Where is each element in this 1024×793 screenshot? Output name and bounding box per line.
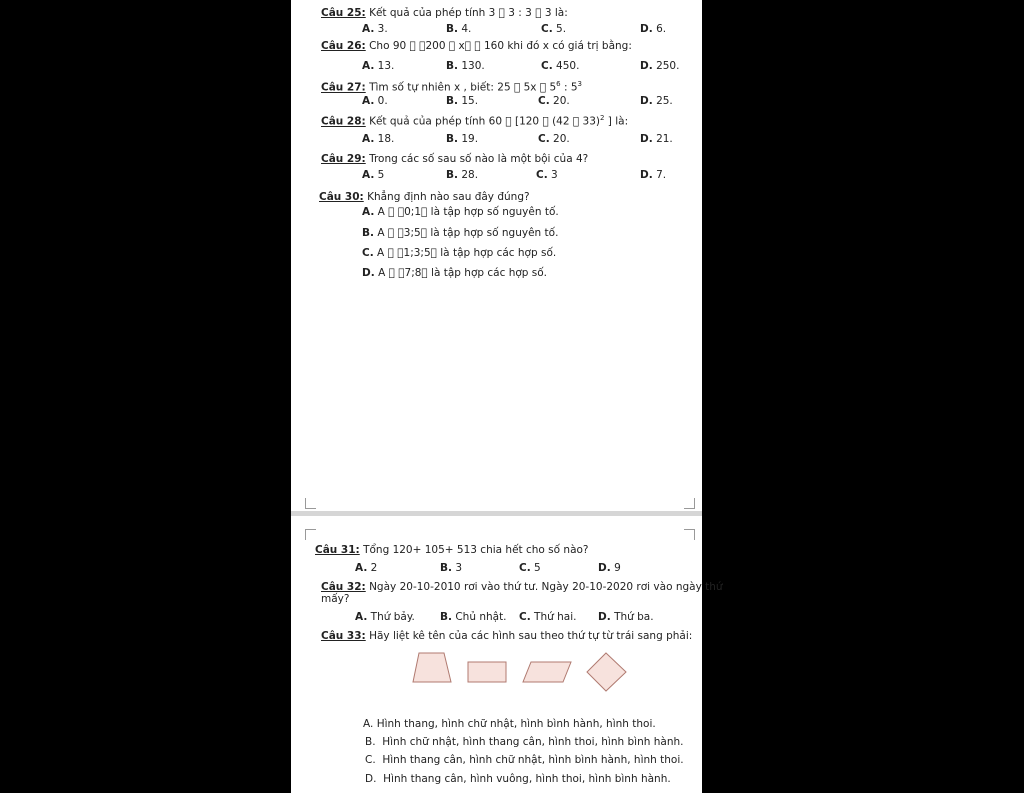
option-b: B. 28. [446, 169, 479, 181]
option-c: C. A ⃞ ⃞1;3;5⃞ là tập hợp các hợp số. [362, 247, 557, 259]
question-number: Câu 29: [321, 153, 366, 165]
option-a: A. 13. [362, 60, 395, 72]
crop-mark [305, 529, 316, 540]
option-d: D. 9 [598, 562, 621, 574]
option-b: B. Chủ nhật. [440, 611, 507, 623]
rhombus-shape [585, 651, 629, 693]
question-text: Cho 90 ⃞ ⃞200 ⃞ x⃞ ⃞ 160 khi đó x có giá trị bằng: [369, 40, 632, 52]
option-d: D. 250. [640, 60, 680, 72]
parallelogram-shape [521, 660, 573, 684]
crop-mark [305, 498, 316, 509]
question-number: Câu 28: [321, 115, 366, 128]
option-b: B. 4. [446, 23, 472, 35]
question-31 [315, 544, 589, 557]
option-a: A. 3. [362, 23, 388, 35]
option-d: D. Thứ ba. [598, 611, 654, 623]
option-d: D. 7. [640, 169, 667, 181]
option-b: B. A ⃞ ⃞3;5⃞ là tập hợp số nguyên tố. [362, 227, 559, 239]
option-c: C. Hình thang cân, hình chữ nhật, hình bình hành, hình thoi. [365, 754, 684, 766]
option-c: C. Thứ hai. [519, 611, 577, 623]
question-number: Câu 27: [321, 81, 366, 94]
option-c: C. 5 [519, 562, 541, 574]
option-c: C. 3 [536, 169, 558, 181]
option-b: B. Hình chữ nhật, hình thang cân, hình thoi, hình bình hành. [365, 736, 684, 748]
option-a: A. Hình thang, hình chữ nhật, hình bình hành, hình thoi. [363, 718, 656, 730]
option-d: D. 21. [640, 133, 673, 145]
rectangle-shape [466, 660, 508, 684]
question-25 [321, 7, 568, 20]
option-a: A. 2 [355, 562, 378, 574]
option-c: C. 450. [541, 60, 580, 72]
question-number: Câu 31: [315, 544, 360, 556]
question-number: Câu 32: [321, 581, 366, 593]
option-a: A. 0. [362, 95, 388, 107]
option-b: B. 130. [446, 60, 485, 72]
question-number: Câu 25: [321, 7, 366, 19]
question-text-cont: mấy? [321, 593, 350, 605]
option-d: D. A ⃞ ⃞7;8⃞ là tập hợp các hợp số. [362, 267, 548, 279]
option-d: D. 25. [640, 95, 673, 107]
option-c: C. 20. [538, 133, 570, 145]
question-29 [321, 153, 588, 166]
question-text: Khẳng định nào sau đây đúng? [367, 191, 530, 203]
question-number: Câu 33: [321, 630, 366, 642]
question-30 [319, 191, 530, 204]
question-number: Câu 30: [319, 191, 364, 203]
option-b: B. 19. [446, 133, 479, 145]
question-text: Tìm số tự nhiên x , biết: 25 ⃞ 5x ⃞ 5 [369, 81, 557, 94]
question-33 [321, 630, 692, 643]
question-27: Câu 27: Tìm số tự nhiên x , biết: 25 ⃞ 5x ⃞ $5^6$ : $5^3$ [321, 80, 582, 94]
isosceles-trapezoid-shape [411, 652, 453, 684]
option-c: C. 20. [538, 95, 570, 107]
option-d: D. 6. [640, 23, 667, 35]
option-a: A. 5 [362, 169, 385, 181]
crop-mark [684, 498, 695, 509]
option-c: C. 5. [541, 23, 567, 35]
option-a: A. A ⃞ ⃞0;1⃞ là tập hợp số nguyên tố. [362, 206, 559, 218]
option-a: A. Thứ bảy. [355, 611, 415, 623]
question-number: Câu 26: [321, 40, 366, 52]
question-text: Tổng 120+ 105+ 513 chia hết cho số nào? [363, 544, 589, 556]
option-d: D. Hình thang cân, hình vuông, hình thoi, hình bình hành. [365, 773, 671, 785]
question-text: Trong các số sau số nào là một bội của 4? [369, 153, 589, 165]
option-b: B. 3 [440, 562, 463, 574]
question-text: Kết quả của phép tính 3 ⃞ 3 : 3 ⃞ 3 là: [369, 7, 568, 19]
question-text: Kết quả của phép tính 60 ⃞ [120 ⃞ (42 ⃞ 33) [369, 115, 600, 128]
question-text: Hãy liệt kê tên của các hình sau theo thứ tự từ trái sang phải: [369, 630, 693, 642]
option-b: B. 15. [446, 95, 479, 107]
option-a: A. 18. [362, 133, 395, 145]
question-text: Ngày 20-10-2010 rơi vào thứ tư. Ngày 20-10-2020 rơi vào ngày thứ [369, 581, 723, 593]
crop-mark [684, 529, 695, 540]
question-26 [321, 40, 632, 53]
question-28: Câu 28: Kết quả của phép tính 60 ⃞ [120 ⃞ (42 ⃞ 33)$^2$ ] là: [321, 114, 629, 128]
document-page-2 [291, 516, 702, 793]
question-32 [321, 581, 723, 594]
